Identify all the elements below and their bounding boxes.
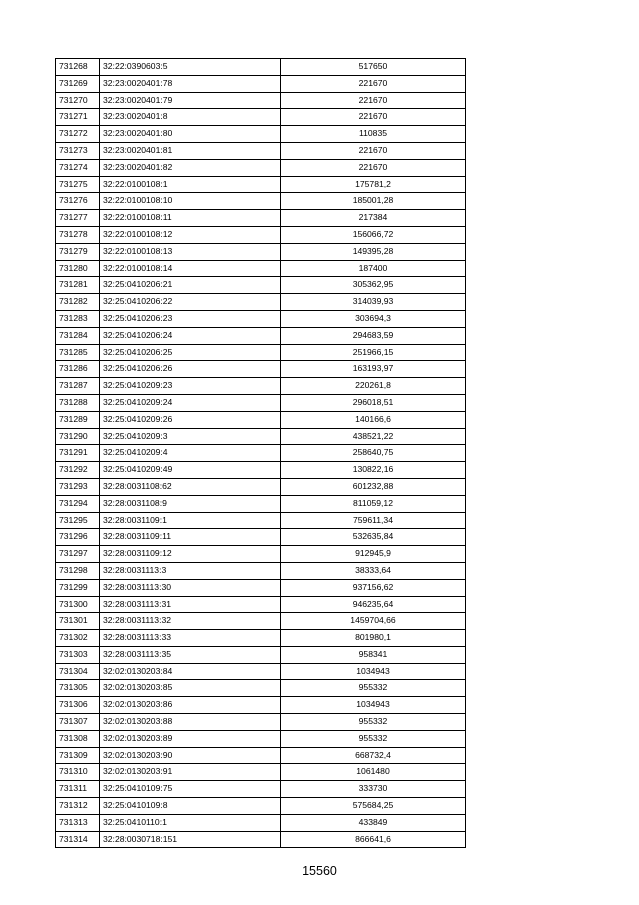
value-cell: 294683,59 [281,327,466,344]
cadastral-number-cell: 32:25:0410209:24 [100,394,281,411]
cadastral-number-cell: 32:22:0390603:5 [100,59,281,76]
cadastral-number-cell: 32:28:0031113:31 [100,596,281,613]
value-cell: 1459704,66 [281,613,466,630]
cadastral-number-cell: 32:23:0020401:80 [100,126,281,143]
table-row [56,529,466,546]
page-number: 15560 [302,864,337,878]
row-id-cell: 731269 [56,75,100,92]
row-id-cell: 731268 [56,59,100,76]
cadastral-number-cell: 32:22:0100108:1 [100,176,281,193]
cadastral-number-cell: 32:02:0130203:88 [100,714,281,731]
value-cell: 333730 [281,781,466,798]
value-cell: 532635,84 [281,529,466,546]
row-id-cell: 731282 [56,294,100,311]
cadastral-number-cell: 32:02:0130203:90 [100,747,281,764]
table-row [56,193,466,210]
value-cell: 38333,64 [281,562,466,579]
cadastral-number-cell: 32:28:0031113:32 [100,613,281,630]
cadastral-number-cell: 32:25:0410206:24 [100,327,281,344]
value-cell: 601232,88 [281,478,466,495]
cadastral-number-cell: 32:25:0410206:26 [100,361,281,378]
row-id-cell: 731276 [56,193,100,210]
cadastral-number-cell: 32:25:0410206:25 [100,344,281,361]
value-cell: 303694,3 [281,310,466,327]
table-row [56,294,466,311]
row-id-cell: 731313 [56,814,100,831]
table-row [56,327,466,344]
cadastral-number-cell: 32:22:0100108:14 [100,260,281,277]
row-id-cell: 731284 [56,327,100,344]
table-body [56,59,466,848]
row-id-cell: 731287 [56,378,100,395]
cadastral-number-cell: 32:23:0020401:79 [100,92,281,109]
value-cell: 314039,93 [281,294,466,311]
table-row [56,411,466,428]
table-row [56,75,466,92]
table-row [56,562,466,579]
value-cell: 140166,6 [281,411,466,428]
row-id-cell: 731298 [56,562,100,579]
table-row [56,210,466,227]
cadastral-number-cell: 32:02:0130203:86 [100,697,281,714]
table-row [56,109,466,126]
row-id-cell: 731280 [56,260,100,277]
row-id-cell: 731312 [56,798,100,815]
value-cell: 801980,1 [281,630,466,647]
value-cell: 575684,25 [281,798,466,815]
row-id-cell: 731286 [56,361,100,378]
cadastral-number-cell: 32:25:0410209:23 [100,378,281,395]
value-cell: 1061480 [281,764,466,781]
table-row [56,630,466,647]
value-cell: 866641,6 [281,831,466,848]
cadastral-number-cell: 32:25:0410209:26 [100,411,281,428]
row-id-cell: 731304 [56,663,100,680]
value-cell: 955332 [281,730,466,747]
cadastral-number-cell: 32:25:0410110:1 [100,814,281,831]
cadastral-number-cell: 32:28:0031109:12 [100,546,281,563]
cadastral-number-cell: 32:02:0130203:85 [100,680,281,697]
value-cell: 912945,9 [281,546,466,563]
cadastral-number-cell: 32:25:0410109:75 [100,781,281,798]
table-row [56,126,466,143]
row-id-cell: 731290 [56,428,100,445]
value-cell: 130822,16 [281,462,466,479]
value-cell: 946235,64 [281,596,466,613]
table-row [56,142,466,159]
value-cell: 1034943 [281,697,466,714]
value-cell: 217384 [281,210,466,227]
cadastral-number-cell: 32:22:0100108:13 [100,243,281,260]
row-id-cell: 731277 [56,210,100,227]
value-cell: 958341 [281,646,466,663]
value-cell: 221670 [281,109,466,126]
cadastral-number-cell: 32:25:0410209:49 [100,462,281,479]
value-cell: 668732,4 [281,747,466,764]
cadastral-number-cell: 32:25:0410209:4 [100,445,281,462]
row-id-cell: 731285 [56,344,100,361]
table-row [56,646,466,663]
value-cell: 811059,12 [281,495,466,512]
cadastral-number-cell: 32:22:0100108:10 [100,193,281,210]
cadastral-number-cell: 32:02:0130203:84 [100,663,281,680]
cadastral-number-cell: 32:28:0031108:9 [100,495,281,512]
row-id-cell: 731301 [56,613,100,630]
table-row [56,663,466,680]
row-id-cell: 731311 [56,781,100,798]
cadastral-number-cell: 32:25:0410209:3 [100,428,281,445]
row-id-cell: 731305 [56,680,100,697]
table-row [56,730,466,747]
cadastral-number-cell: 32:02:0130203:91 [100,764,281,781]
table-row [56,764,466,781]
table-row [56,697,466,714]
row-id-cell: 731281 [56,277,100,294]
value-cell: 187400 [281,260,466,277]
row-id-cell: 731288 [56,394,100,411]
row-id-cell: 731296 [56,529,100,546]
table-row [56,462,466,479]
row-id-cell: 731294 [56,495,100,512]
row-id-cell: 731291 [56,445,100,462]
cadastral-number-cell: 32:25:0410109:8 [100,798,281,815]
row-id-cell: 731273 [56,142,100,159]
row-id-cell: 731270 [56,92,100,109]
table-row [56,394,466,411]
cadastral-number-cell: 32:28:0031109:1 [100,512,281,529]
row-id-cell: 731299 [56,579,100,596]
table-row [56,512,466,529]
table-row [56,378,466,395]
value-cell: 221670 [281,159,466,176]
table-row [56,495,466,512]
row-id-cell: 731272 [56,126,100,143]
row-id-cell: 731309 [56,747,100,764]
table-row [56,226,466,243]
row-id-cell: 731292 [56,462,100,479]
table-row [56,613,466,630]
data-table [55,58,466,848]
cadastral-number-cell: 32:28:0031109:11 [100,529,281,546]
cadastral-number-cell: 32:28:0031113:30 [100,579,281,596]
row-id-cell: 731302 [56,630,100,647]
value-cell: 438521,22 [281,428,466,445]
row-id-cell: 731279 [56,243,100,260]
row-id-cell: 731293 [56,478,100,495]
value-cell: 759611,34 [281,512,466,529]
cadastral-number-cell: 32:23:0020401:82 [100,159,281,176]
row-id-cell: 731303 [56,646,100,663]
value-cell: 296018,51 [281,394,466,411]
value-cell: 258640,75 [281,445,466,462]
cadastral-number-cell: 32:22:0100108:12 [100,226,281,243]
value-cell: 221670 [281,92,466,109]
row-id-cell: 731271 [56,109,100,126]
row-id-cell: 731274 [56,159,100,176]
value-cell: 221670 [281,142,466,159]
cadastral-number-cell: 32:25:0410206:23 [100,310,281,327]
table-row [56,478,466,495]
value-cell: 110835 [281,126,466,143]
value-cell: 955332 [281,714,466,731]
table-row [56,260,466,277]
cadastral-number-cell: 32:28:0030718:151 [100,831,281,848]
table-row [56,445,466,462]
table-row [56,798,466,815]
row-id-cell: 731289 [56,411,100,428]
table-row [56,59,466,76]
cadastral-number-cell: 32:25:0410206:21 [100,277,281,294]
cadastral-number-cell: 32:28:0031113:3 [100,562,281,579]
value-cell: 149395,28 [281,243,466,260]
cadastral-number-cell: 32:23:0020401:78 [100,75,281,92]
cadastral-number-cell: 32:22:0100108:11 [100,210,281,227]
row-id-cell: 731307 [56,714,100,731]
value-cell: 305362,95 [281,277,466,294]
table-row [56,310,466,327]
table-row [56,428,466,445]
row-id-cell: 731278 [56,226,100,243]
value-cell: 185001,28 [281,193,466,210]
cadastral-number-cell: 32:02:0130203:89 [100,730,281,747]
row-id-cell: 731308 [56,730,100,747]
value-cell: 156066,72 [281,226,466,243]
table-row [56,831,466,848]
table-row [56,92,466,109]
table-row [56,243,466,260]
table-row [56,714,466,731]
table-row [56,747,466,764]
table-row [56,361,466,378]
cadastral-number-cell: 32:25:0410206:22 [100,294,281,311]
row-id-cell: 731283 [56,310,100,327]
value-cell: 220261,8 [281,378,466,395]
row-id-cell: 731275 [56,176,100,193]
table-row [56,176,466,193]
table-row [56,814,466,831]
cadastral-number-cell: 32:23:0020401:8 [100,109,281,126]
row-id-cell: 731306 [56,697,100,714]
value-cell: 221670 [281,75,466,92]
table-row [56,344,466,361]
value-cell: 1034943 [281,663,466,680]
row-id-cell: 731297 [56,546,100,563]
table-row [56,159,466,176]
table-row [56,781,466,798]
cadastral-number-cell: 32:28:0031108:62 [100,478,281,495]
value-cell: 251966,15 [281,344,466,361]
cadastral-number-cell: 32:28:0031113:35 [100,646,281,663]
row-id-cell: 731310 [56,764,100,781]
value-cell: 163193,97 [281,361,466,378]
table-row [56,596,466,613]
row-id-cell: 731295 [56,512,100,529]
value-cell: 937156,62 [281,579,466,596]
table-row [56,546,466,563]
cadastral-number-cell: 32:23:0020401:81 [100,142,281,159]
table-row [56,579,466,596]
value-cell: 175781,2 [281,176,466,193]
value-cell: 433849 [281,814,466,831]
cadastral-number-cell: 32:28:0031113:33 [100,630,281,647]
row-id-cell: 731300 [56,596,100,613]
table-row [56,277,466,294]
value-cell: 517650 [281,59,466,76]
row-id-cell: 731314 [56,831,100,848]
value-cell: 955332 [281,680,466,697]
table-row [56,680,466,697]
